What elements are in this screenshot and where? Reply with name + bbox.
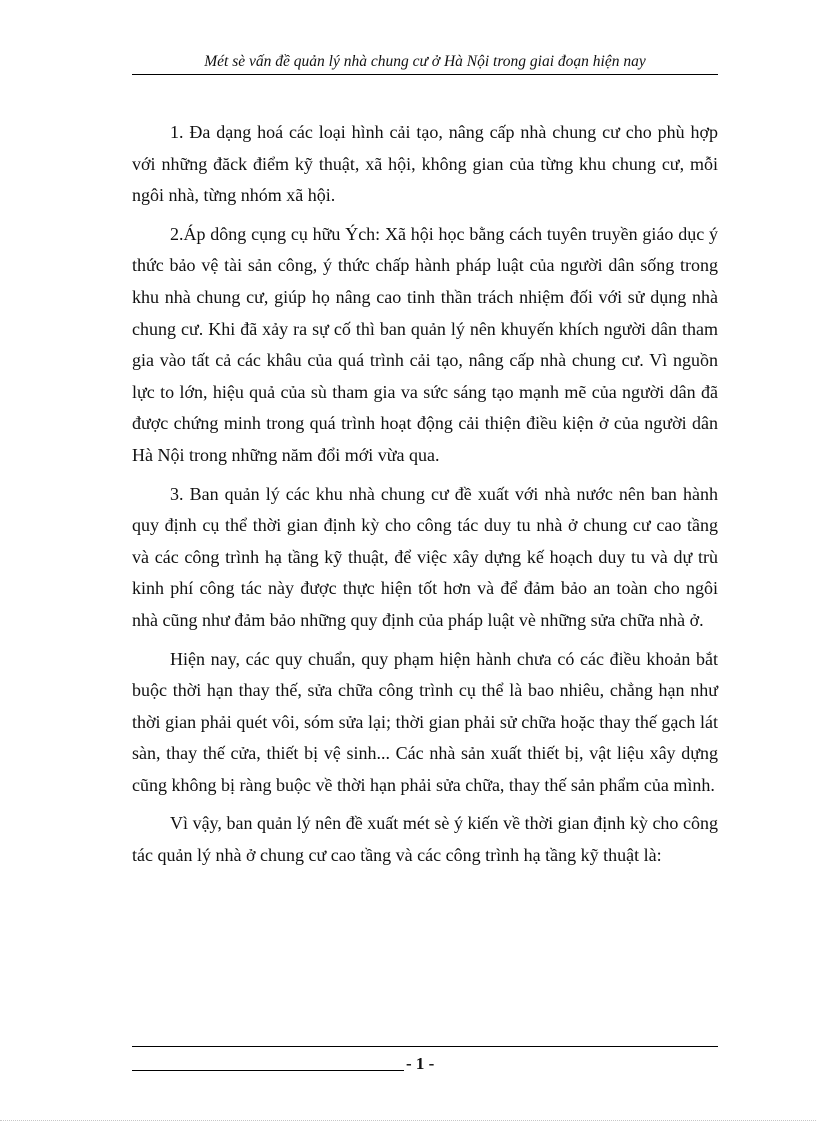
- paragraph: 1. Đa dạng hoá các loại hình cải tạo, nâng cấp nhà chung cư cho phù hợp với những đăck điểm kỹ thuật, xã hội, không gian của từng khu chung cư, mỗi ngôi nhà, từng nhóm xã hội.: [132, 122, 718, 206]
- running-header: Mét sè vấn đề quản lý nhà chung cư ở Hà Nội trong giai đoạn hiện nay: [204, 53, 646, 70]
- footer-short-rule: [132, 1070, 404, 1071]
- paragraph: Hiện nay, các quy chuẩn, quy phạm hiện hành chưa có các điều khoản bắt buộc thời hạn thay thế, sửa chữa công trình cụ thể là bao nhiêu, chẳng hạn như thời gian phải quét vôi, sóm sửa lại; thời gian phải sử chữa hoặc thay thế gạch lát sàn, thay thế cửa, thiết bị vệ sinh... Các nhà sản xuất thiết bị, vật liệu xây dựng cũng không bị ràng buộc về thời hạn phải sửa chữa, thay thế sản phẩm của mình.: [132, 648, 718, 795]
- body-text: [132, 117, 718, 879]
- header-rule: [132, 74, 718, 75]
- paragraph: 3. Ban quản lý các khu nhà chung cư đề xuất với nhà nước nên ban hành quy định cụ thể thời gian định kỳ cho công tác duy tu nhà ở chung cư cao tầng và các công trình hạ tầng kỹ thuật, để việc xây dựng kế hoạch duy tu và dự trù kinh phí công tác này được thực hiện tốt hơn và để đảm bảo an toàn cho ngôi nhà cũng như đảm bảo những quy định của pháp luật vè những sửa chữa nhà ở.: [132, 483, 718, 630]
- footer-rule: [132, 1046, 718, 1047]
- paragraph: 2.Áp dông cụng cụ hữu Ých: Xã hội học bằng cách tuyên truyền giáo dục ý thức bảo vệ tài sản công, ý thức chấp hành pháp luật của người dân sống trong khu nhà chung cư, giúp họ nâng cao tinh thần trách nhiệm đối với sử dụng nhà chung cư. Khi đã xảy ra sự cố thì ban quản lý nên khuyến khích người dân tham gia vào tất cả các khâu của quá trình cải tạo, nâng cấp nhà chung cư. Vì nguồn lực to lớn, hiệu quả của sù tham gia va sức sáng tạo mạnh mẽ của người dân đã được chứng minh trong quá trình hoạt động cải thiện điều kiện ở của người dân Hà Nội trong những năm đổi mới vừa qua.: [132, 223, 718, 465]
- page-edge-divider: [0, 1120, 816, 1121]
- paragraph: Vì vậy, ban quản lý nên đề xuất mét sè ý kiến về thời gian định kỳ cho công tác quản lý nhà ở chung cư cao tầng và các công trình hạ tầng kỹ thuật là:: [132, 813, 718, 866]
- page-number: - 1 -: [406, 1054, 435, 1073]
